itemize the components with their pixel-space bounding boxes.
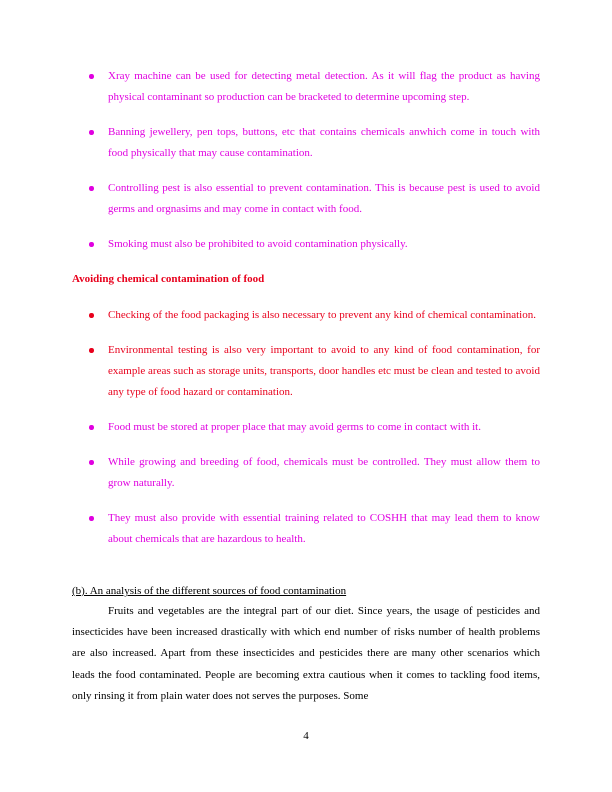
bullet-icon	[89, 186, 94, 191]
bullet-icon	[89, 313, 94, 318]
list-item	[72, 305, 540, 326]
bullet-icon	[89, 130, 94, 135]
section-b-heading: (b). An analysis of the different sources of food contamination	[72, 585, 347, 597]
list-item	[72, 66, 540, 108]
bullet-icon	[89, 348, 94, 353]
list-item	[72, 417, 540, 438]
list-item-text: Smoking must also be prohibited to avoid contamination physically.	[108, 238, 408, 250]
bullet-icon	[89, 74, 94, 79]
bullet-icon	[89, 425, 94, 430]
list-item-text: Environmental testing is also very important to avoid to any kind of food contamination, for example areas such as storage units, transports, door handles etc must be clean and tested to avoid any type of food hazard or contamination.	[108, 344, 540, 398]
list-item	[72, 340, 540, 403]
list-item-text: Checking of the food packaging is also necessary to prevent any kind of chemical contamination.	[108, 309, 536, 321]
list-item-text: They must also provide with essential training related to COSHH that may lead them to know about chemicals that are hazardous to health.	[108, 512, 540, 545]
chemical-contamination-list	[72, 305, 540, 550]
list-item	[72, 178, 540, 220]
bullet-icon	[89, 516, 94, 521]
list-item	[72, 508, 540, 550]
section-b-paragraph: Fruits and vegetables are the integral part of our diet. Since years, the usage of pesticides and insecticides have been increased drastically with which end number of risks number of health problems are also increased. Apart from these insecticides and pesticides there are many other scenarios which leads the food contaminated. People are becoming extra cautious when it comes to tackling food items, only rinsing it from plain water does not serves the purposes. Some	[72, 605, 540, 702]
physical-contamination-list	[72, 66, 540, 255]
list-item	[72, 122, 540, 164]
list-item	[72, 452, 540, 494]
list-item-text: Controlling pest is also essential to prevent contamination. This is because pest is used to avoid germs and orgnasims and may come in contact with food.	[108, 182, 540, 215]
list-item-text: While growing and breeding of food, chemicals must be controlled. They must allow them to grow naturally.	[108, 456, 540, 489]
bullet-icon	[89, 460, 94, 465]
page-number: 4	[303, 730, 309, 742]
list-item	[72, 234, 540, 255]
bullet-icon	[89, 242, 94, 247]
list-item-text: Banning jewellery, pen tops, buttons, etc that contains chemicals anwhich come in touch with food physically that may cause contamination.	[108, 126, 540, 159]
list-item-text: Xray machine can be used for detecting metal detection. As it will flag the product as having physical contaminant so production can be bracketed to determine upcoming step.	[108, 70, 540, 103]
list-item-text: Food must be stored at proper place that may avoid germs to come in contact with it.	[108, 421, 481, 433]
chemical-section-heading: Avoiding chemical contamination of food	[72, 273, 265, 285]
